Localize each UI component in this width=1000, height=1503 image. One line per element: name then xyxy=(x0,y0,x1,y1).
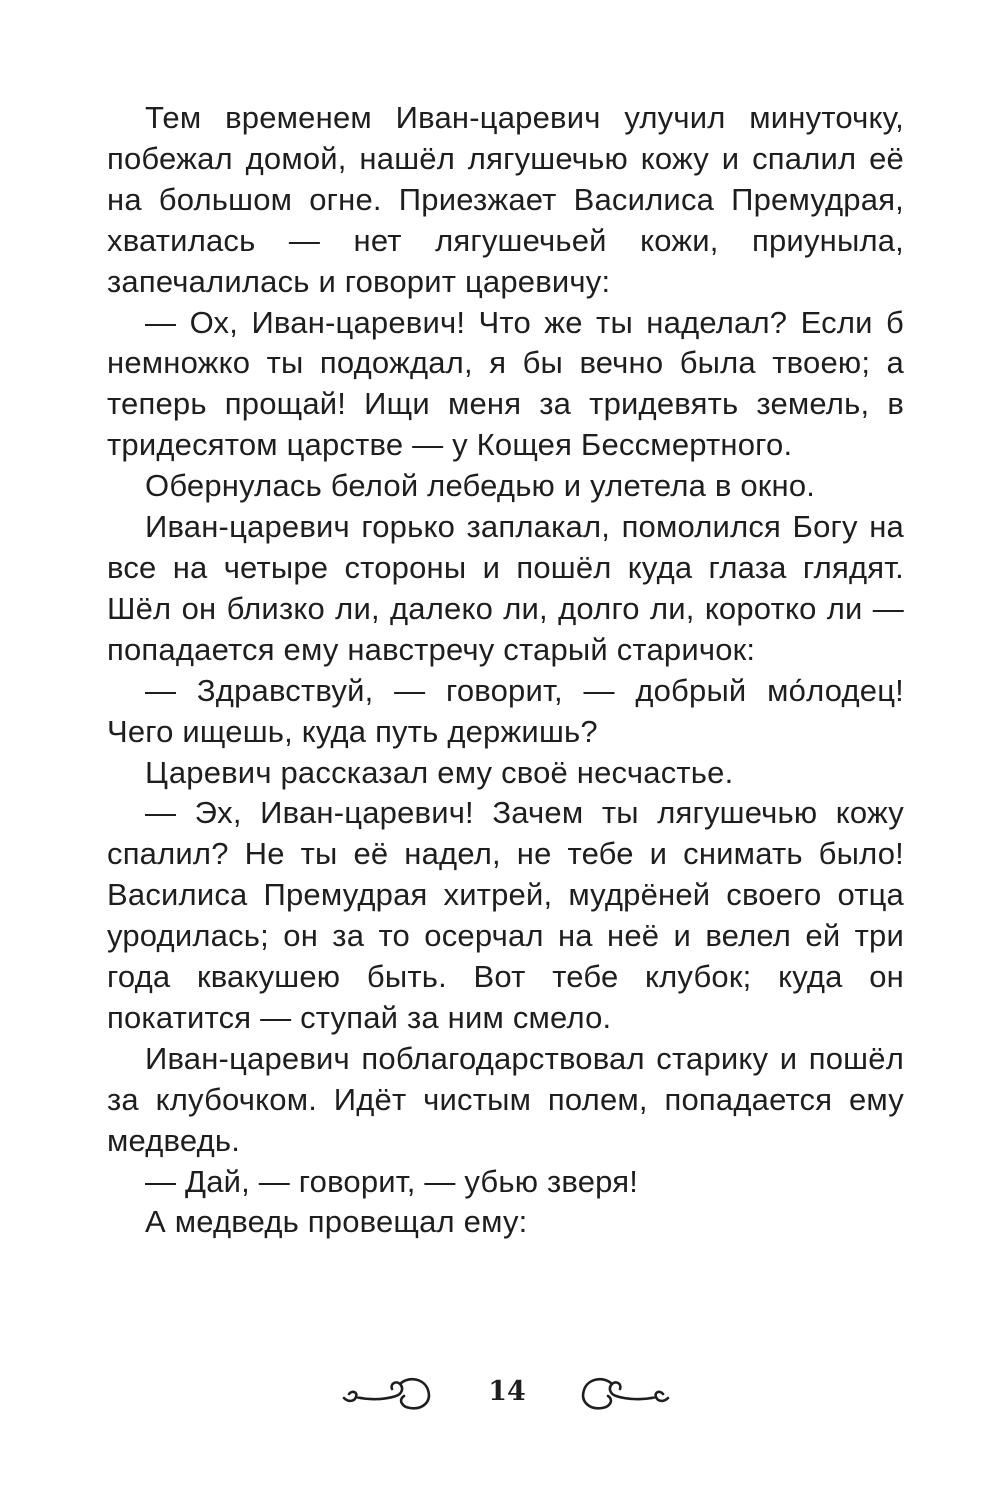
paragraph: Тем временем Иван-царевич улучил минуточку, побежал домой, нашёл лягушечью кожу и спалил её на большом огне. Приезжает Василиса Премудрая, хватилась — нет лягушечьей кожи, приуныла, запечалилась и говорит царевичу: xyxy=(107,100,904,299)
paragraph: Иван-царевич горько заплакал, помолился Богу на все на четыре стороны и пошёл куда глаза глядят. Шёл он близко ли, далеко ли, долго ли, коротко ли — попадается ему навстречу старый старичок: xyxy=(107,509,904,667)
page-number: 14 xyxy=(488,1376,526,1407)
page-footer xyxy=(0,1362,1000,1432)
paragraph: А медведь провещал ему: xyxy=(145,1204,528,1240)
flourish-left-icon xyxy=(338,1362,434,1420)
paragraph: Иван-царевич поблагодарствовал старику и пошёл за клубочком. Идёт чистым полем, попадается ему медведь. xyxy=(107,1040,904,1158)
paragraph: Царевич рассказал ему своё несчастье. xyxy=(145,754,734,790)
paragraph: Обернулась белой лебедью и улетела в окно. xyxy=(145,468,816,504)
paragraph: — Ох, Иван-царевич! Что же ты наделал? Если б немножко ты подождал, я бы вечно была твоею; а теперь прощай! Ищи меня за тридевять земель, в тридесятом царстве — у Кощея Бессмертного. xyxy=(107,304,904,463)
flourish-right-icon xyxy=(578,1362,674,1420)
story-text xyxy=(107,98,904,1243)
paragraph: — Эх, Иван-царевич! Зачем ты лягушечью кожу спалил? Не ты её надел, не тебе и снимать было! Василиса Премудрая хитрей, мудрёней своего отца уродилась; он за то осерчал на неё и велел ей три года квакушею быть. Вот тебе клубок; куда он покатится — ступай за ним смело. xyxy=(107,795,904,1035)
paragraph: — Дай, — говорит, — убью зверя! xyxy=(145,1163,639,1199)
paragraph: — Здравствуй, — говорит, — добрый мо́лодец! Чего ищешь, куда путь держишь? xyxy=(107,672,904,749)
